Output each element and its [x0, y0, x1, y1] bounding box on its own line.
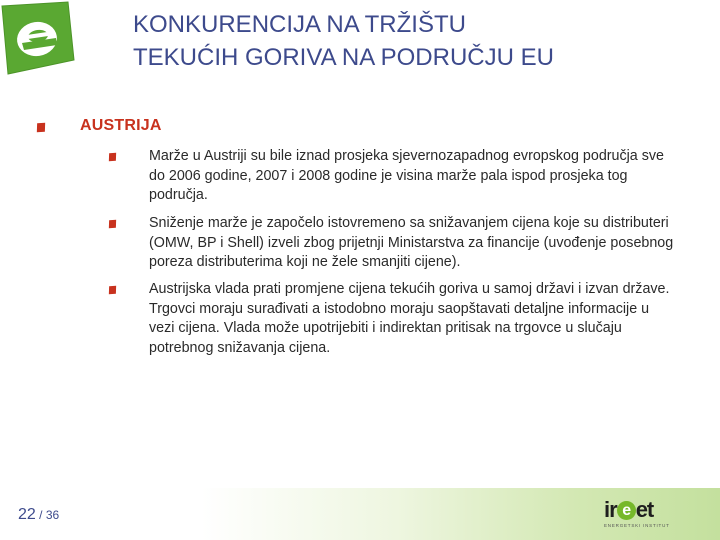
section-heading: AUSTRIJA: [80, 117, 162, 134]
list-item: Sniženje marže je započelo istovremeno sa snižavanjem cijena koje su distributeri (OMW, BP i Shell) izveli zbog prijetnji Ministarstva za financije (uvođenje posebnog poreza distributerima koji ne žele smanjiti cijene).: [149, 215, 674, 270]
irreet-logo: [604, 497, 700, 531]
page-total: 36: [45, 508, 60, 522]
brand-text-post: et: [635, 497, 654, 522]
page-current: 22: [18, 506, 36, 523]
brand-text-pre: ir: [604, 497, 617, 522]
page-number: [18, 506, 59, 524]
brand-subtitle: ENERGETSKI INSTITUT: [604, 523, 670, 528]
title-line-2: TEKUĆIH GORIVA NA PODRUČJU EU: [133, 44, 554, 71]
brand-wordmark: [604, 497, 653, 523]
list-item: Marže u Austriji su bile iznad prosjeka sjevernozapadnog evropskog područja sve do 2006 godine, 2007 i 2008 godine je visina marže pala ispod prosjeka tog područja.: [149, 148, 664, 203]
section-bullet-icon: [37, 123, 45, 133]
bullet-icon: [109, 153, 116, 161]
list-item: Austrijska vlada prati promjene cijena tekućih goriva u samoj državi i izvan države. Trgovci moraju surađivati a istodobno moraju saopštavati detaljne informacije u vezi cijena. Vlada može upotrijebiti i indirektan pritisak na trgovce u slučaju potrebnog snižavanja cijena.: [149, 281, 670, 356]
page-separator: /: [35, 508, 46, 522]
title-line-1: KONKURENCIJA NA TRŽIŠTU: [133, 11, 466, 38]
bullet-icon: [109, 286, 116, 294]
page-title: [133, 8, 693, 74]
e-logo-icon: [0, 0, 75, 75]
bullet-icon: [109, 220, 116, 228]
brand-e-icon: e: [617, 501, 636, 520]
